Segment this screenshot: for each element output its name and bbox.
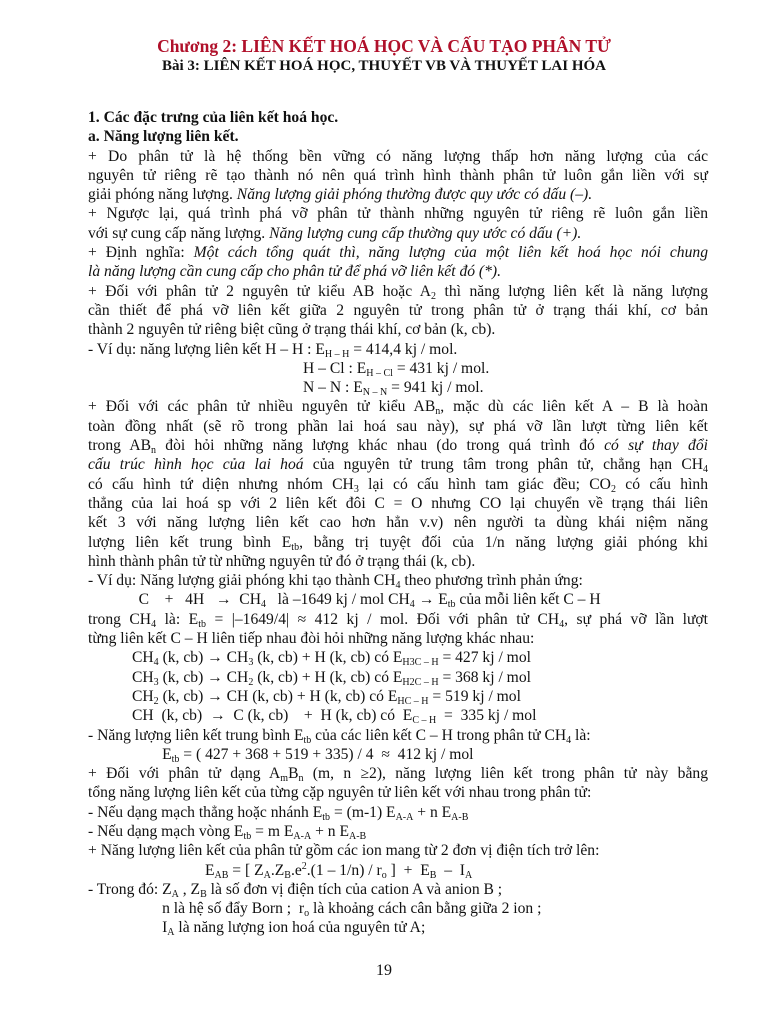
text-span: - Nếu dạng mạch thẳng hoặc nhánh E: [88, 803, 323, 821]
paragraph-7-line-1: + Năng lượng liên kết của phân tử gồm các ion mang từ 2 đơn vị điện tích trở lên:: [88, 842, 600, 860]
subscript: 3: [353, 483, 359, 495]
subscript: tb: [322, 811, 331, 823]
subscript: 2: [610, 483, 616, 495]
text-span: (k, cb) → CH (k, cb) + H (k, cb) có E: [158, 687, 398, 705]
subscript: tb: [171, 753, 180, 765]
italic-note: có sự thay đổi: [604, 437, 708, 455]
text-span: , Z: [178, 880, 201, 898]
reaction-line-1: [88, 590, 708, 609]
paragraph-5-line-7: kết 3 với năng lượng liên kết cao hơn hẳn v.v) nên người ta dùng khái niệm năng: [88, 514, 708, 532]
text-span: = [ Z: [228, 861, 264, 879]
text-span: với sự cung cấp năng lượng.: [88, 224, 270, 242]
where-line-2: [88, 899, 708, 918]
paragraph-6-line-4: [88, 822, 708, 841]
text-span: , sự phá vỡ lần lượt: [564, 610, 708, 628]
text-span: , mặc dù các liên kết A – B là hoàn: [440, 398, 708, 416]
italic-note: cấu trúc hình học của lai hoá: [88, 456, 304, 474]
subscript: A-B: [451, 811, 469, 823]
text-span: + n E: [413, 803, 452, 821]
subscript: tb: [303, 734, 312, 746]
paragraph-3-line-2: là năng lượng cần cung cấp cho phân tử để phá vỡ liên kết đó (*).: [88, 263, 502, 281]
average-line-1: [88, 726, 708, 745]
text-span: theo phương trình phản ứng:: [400, 572, 583, 590]
subscript: N – N: [362, 387, 388, 399]
text-span: là năng lượng ion hoá của nguyên tử A;: [174, 919, 426, 937]
subscript: B: [429, 869, 437, 881]
where-line-1: [88, 880, 708, 899]
lesson-title: Bài 3: LIÊN KẾT HOÁ HỌC, THUYẾT VB VÀ THUYẾT LAI HÓA: [161, 58, 606, 74]
text-span: CH (k, cb) → C (k, cb) + H (k, cb) có E: [132, 707, 413, 725]
subscript: 2: [431, 290, 437, 302]
superscript: 2: [301, 860, 307, 872]
text-span: của các liên kết C – H trong phân tử CH: [311, 726, 567, 744]
paragraph-5-line-4: [88, 455, 708, 474]
value: = 414,4 kj / mol.: [349, 340, 458, 358]
value: = 335 kj / mol: [436, 707, 537, 725]
text-span: + n E: [311, 822, 349, 840]
subscript: o: [381, 869, 387, 881]
text-span: có cấu hình tứ diện nhưng nhóm CH: [88, 475, 354, 493]
paragraph-6-line-3: [88, 803, 708, 822]
text-span: E: [88, 745, 172, 763]
subscript: HC – H: [397, 695, 429, 707]
text-span: trong CH: [88, 610, 152, 628]
subscript: H – H: [324, 348, 350, 360]
where-line-3: [88, 918, 708, 937]
paragraph-5-line-6: thẳng của lai hoá sp với 2 liên kết đôi C = O nhưng CO lại chuyển về trạng thái liên: [88, 494, 708, 512]
subscript: 4: [409, 599, 415, 611]
italic-note: Năng lượng giải phóng thường được quy ước có dấu (–).: [236, 186, 593, 204]
page-number: 19: [376, 962, 392, 979]
subscript: H2C – H: [402, 676, 439, 688]
subscript: 3: [153, 676, 159, 688]
text-span: CH: [132, 668, 154, 686]
text-span: H – Cl : E: [303, 359, 367, 377]
text-span: lại có cấu hình tam giác đều; CO: [358, 475, 611, 493]
subscript: tb: [198, 618, 206, 630]
value: = 427 kj / mol: [438, 649, 531, 667]
value: = 941 kj / mol.: [387, 379, 484, 397]
chapter-title: Chương 2: LIÊN KẾT HOÁ HỌC VÀ CẤU TẠO PHÂN TỬ: [157, 36, 611, 56]
text-span: E: [88, 861, 215, 879]
subscript: A: [465, 869, 473, 881]
subscript: n: [298, 773, 304, 785]
text-span: CH: [132, 649, 154, 667]
subscript: tb: [243, 830, 252, 842]
text-span: lượng liên kết trung bình E: [88, 533, 292, 551]
reaction-line-2: [88, 610, 708, 629]
text-span: là –1649 kj / mol CH: [265, 591, 410, 609]
subscript: n: [151, 445, 156, 457]
paragraph-2-line-1: + Ngược lại, quá trình phá vỡ phân tử thành những nguyên tử riêng rẽ luôn gắn liền: [88, 205, 708, 223]
text-span: , bằng trị tuyệt đối của 1/n năng lượng giải phóng khi: [299, 533, 708, 551]
paragraph-5-line-8: [88, 533, 708, 552]
text-span: C + 4H → CH: [88, 591, 261, 609]
text-span: - Trong đó: Z: [88, 880, 172, 898]
paragraph-4-line-1: [88, 282, 708, 301]
example-ch4: [88, 571, 708, 590]
text-span: n là hệ số đẩy Born ; r: [88, 900, 305, 918]
text-span: + Định nghĩa:: [88, 244, 194, 262]
text-span: - Năng lượng liên kết trung bình E: [88, 726, 304, 744]
text-span: – I: [436, 861, 465, 879]
paragraph-4-line-2: cần thiết để phá vỡ liên kết giữa 2 nguyên tử trong phân tử ở trạng thái khí, cơ bản: [88, 301, 708, 319]
text-span: (k, cb) + H (k, cb) có E: [253, 649, 403, 667]
subscript: A-B: [349, 830, 367, 842]
ionic-formula: [88, 861, 708, 880]
paragraph-5-line-5: [88, 475, 708, 494]
text-span: = ( 427 + 368 + 519 + 335) / 4 ≈ 412 kj / mol: [179, 745, 474, 763]
text-span: .(1 – 1/n) / r: [306, 861, 382, 879]
subscript: 4: [702, 464, 708, 476]
subscript: H – Cl: [366, 367, 393, 379]
subscript: 4: [260, 599, 266, 611]
subscript: 3: [248, 657, 254, 669]
subscript: A: [263, 869, 271, 881]
text-span: N – N : E: [303, 379, 363, 397]
subscript: 2: [153, 695, 159, 707]
value: = 368 kj / mol: [438, 668, 531, 686]
text-span: .Z: [270, 861, 285, 879]
text-span: là số đơn vị điện tích của cation A và anion B ;: [206, 880, 503, 898]
average-line-2: [88, 745, 708, 764]
document-body: [88, 108, 708, 938]
paragraph-1-line-2: nguyên tử riêng rẽ tạo thành nó nên quá trình hình thành phân tử luôn gắn liền với sự: [88, 166, 708, 184]
text-span: ] + E: [386, 861, 430, 879]
step-row: [132, 648, 708, 667]
text-span: = m E: [251, 822, 294, 840]
text-span: - Ví dụ: Năng lượng giải phóng khi tạo thành CH: [88, 572, 396, 590]
text-span: trong AB: [88, 437, 151, 455]
example-hh: [88, 340, 708, 359]
subscript: o: [304, 908, 310, 920]
paragraph-4-line-3: thành 2 nguyên tử riêng biệt cũng ở trạng thái khí, cơ bản (k, cb).: [88, 321, 496, 339]
step-row: [132, 668, 708, 687]
subscript: tb: [447, 599, 456, 611]
text-span: - Ví dụ: năng lượng liên kết H – H : E: [88, 340, 325, 358]
subscript: 4: [153, 657, 159, 669]
paragraph-6-line-1: [88, 764, 708, 783]
text-span: I: [88, 919, 168, 937]
subscript: 4: [559, 618, 565, 630]
paragraph-5-line-3: [88, 436, 708, 455]
text-span: có cấu hình: [615, 475, 709, 493]
subscript: tb: [291, 541, 300, 553]
definition-text: Một cách tổng quát thì, năng lượng của một liên kết hoá học nói chung: [193, 244, 708, 262]
text-span: - Nếu dạng mạch vòng E: [88, 822, 244, 840]
paragraph-1-line-3: [88, 185, 708, 204]
subscript: 4: [395, 580, 401, 592]
paragraph-5-line-1: [88, 397, 708, 416]
italic-note: Năng lượng cung cấp thường quy ước có dấu (+).: [269, 224, 582, 242]
text-span: CH: [132, 687, 154, 705]
subscript: 4: [151, 618, 157, 630]
value: = 519 kj / mol: [428, 687, 521, 705]
subscript: C – H: [412, 715, 437, 727]
text-span: → E: [414, 591, 448, 609]
subscript: B: [284, 869, 291, 881]
subscript: 2: [248, 676, 254, 688]
text-span: của mỗi liên kết C – H: [455, 591, 601, 609]
subscript: AB: [214, 869, 229, 881]
text-span: thì năng lượng liên kết là năng lượng: [436, 282, 708, 300]
text-span: là:: [571, 726, 591, 744]
text-span: giải phóng năng lượng.: [88, 186, 237, 204]
reaction-line-3: từng liên kết C – H liên tiếp nhau đòi hỏi những năng lượng khác nhau:: [88, 630, 535, 648]
value: = 431 kj / mol.: [392, 359, 490, 377]
step-row: [132, 687, 708, 706]
subscript: 4: [566, 734, 572, 746]
text-span: (k, cb) → CH: [158, 668, 249, 686]
subscript: B: [200, 888, 207, 900]
text-span: + Đối với phân tử dạng A: [88, 765, 281, 783]
text-span: là khoảng cách cân bằng giữa 2 ion ;: [309, 900, 542, 918]
text-span: là: E: [156, 610, 199, 628]
step-list: [88, 648, 708, 725]
subscript: m: [280, 773, 289, 785]
text-span: = |–1649/4| ≈ 412 kj / mol. Đối với phân tử CH: [205, 610, 560, 628]
text-span: (m, n ≥2), năng lượng liên kết trong phân tử này bằng: [303, 765, 708, 783]
paragraph-2-line-2: [88, 224, 708, 243]
subscript: A: [171, 888, 179, 900]
paragraph-5-line-9: hình thành phân tử từ những nguyên tử đó ở trạng thái (k, cb).: [88, 552, 476, 570]
subscript: A-A: [293, 830, 312, 842]
paragraph-3-line-1: [88, 243, 708, 262]
text-span: = (m-1) E: [330, 803, 396, 821]
paragraph-1-line-1: + Do phân tử là hệ thống bền vững có năng lượng thấp hơn năng lượng của các: [88, 147, 708, 165]
text-span: + Đối với phân tử 2 nguyên tử kiểu AB hoặc A: [88, 282, 432, 300]
example-hcl: [88, 359, 708, 378]
text-span: (k, cb) + H (k, cb) có E: [253, 668, 403, 686]
text-span: .e: [290, 861, 302, 879]
text-span: của nguyên tử trung tâm trong phân tử, chẳng hạn CH: [303, 456, 703, 474]
step-row: [132, 706, 708, 725]
text-span: + Đối với các phân tử nhiều nguyên tử kiểu AB: [88, 398, 436, 416]
section-heading-a: a. Năng lượng liên kết.: [88, 128, 239, 146]
example-nn: [88, 378, 708, 397]
subscript: A: [167, 927, 175, 939]
subscript: H3C – H: [402, 657, 439, 669]
text-span: B: [288, 765, 299, 783]
section-heading-1: 1. Các đặc trưng của liên kết hoá học.: [88, 109, 339, 126]
subscript: n: [435, 406, 441, 418]
paragraph-5-line-2: toàn đồng nhất (sẽ rõ trong phần lai hoá sau này), sự phá vỡ lần lượt từng liên kết: [88, 417, 708, 435]
text-span: (k, cb) → CH: [158, 649, 249, 667]
text-span: đòi hỏi những năng lượng khác nhau (do trong quá trình đó: [156, 437, 605, 455]
paragraph-6-line-2: tổng năng lượng liên kết của từng cặp nguyên tử liên kết với nhau trong phân tử:: [88, 784, 592, 802]
subscript: A-A: [395, 811, 414, 823]
